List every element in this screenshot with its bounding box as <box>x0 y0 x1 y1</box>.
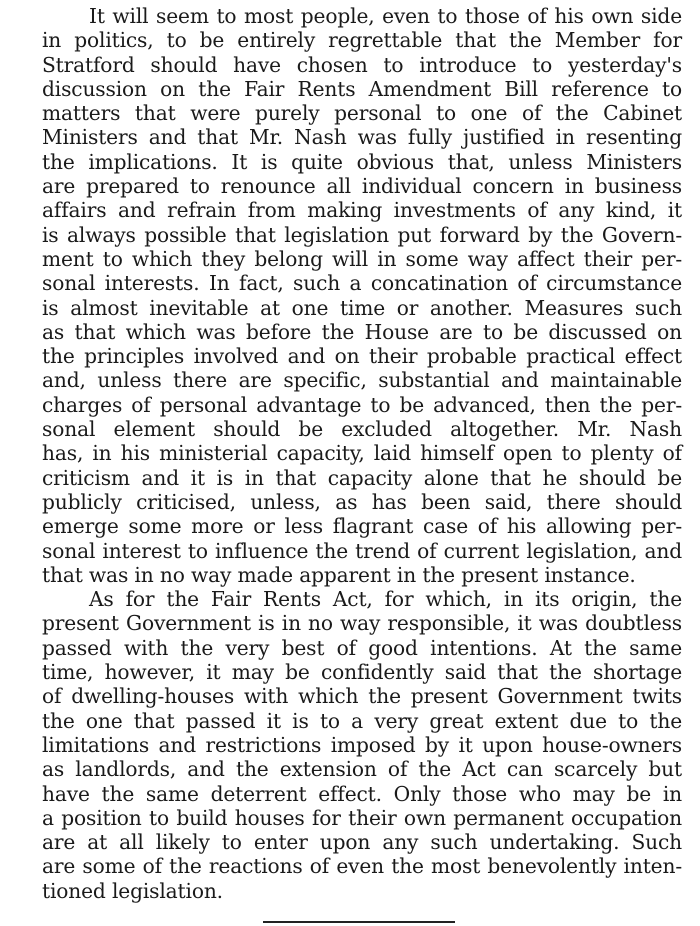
text-line: charges of personal advantage to be advanced, then the per- <box>42 392 682 417</box>
text-line: ment to which they belong will in some way affect their per- <box>42 246 682 271</box>
paragraph <box>42 4 682 587</box>
text-line: sonal interest to influence the trend of current legislation, and <box>42 538 682 563</box>
paragraph <box>42 587 682 903</box>
text-line: limitations and restrictions imposed by it upon house-owners <box>42 732 682 757</box>
text-line: present Government is in no way responsible, it was doubtless <box>42 611 682 636</box>
article-column <box>42 4 682 903</box>
text-line: discussion on the Fair Rents Amendment Bill reference to <box>42 76 682 101</box>
text-line: passed with the very best of good intentions. At the same <box>42 635 682 660</box>
text-line: of dwelling-houses with which the present Government twits <box>42 684 682 709</box>
text-line: are prepared to renounce all individual concern in business <box>42 174 682 199</box>
text-line: as landlords, and the extension of the Act can scarcely but <box>42 757 682 782</box>
text-line: It will seem to most people, even to those of his own side <box>89 4 682 28</box>
text-line: emerge some more or less flagrant case of his allowing per- <box>42 514 682 539</box>
text-line: that was in no way made apparent in the present instance. <box>42 562 636 587</box>
text-line: the implications. It is quite obvious that, unless Ministers <box>42 149 682 174</box>
text-line: is always possible that legislation put forward by the Govern- <box>42 222 682 247</box>
text-line: criticism and it is in that capacity alone that he should be <box>42 465 682 490</box>
text-line: are at all likely to enter upon any such undertaking. Such <box>42 830 682 855</box>
text-line: a position to build houses for their own permanent occupation <box>42 805 682 830</box>
text-line: sonal interests. In fact, such a concatination of circumstance <box>42 271 682 296</box>
text-line: sonal element should be excluded altogether. Mr. Nash <box>42 417 682 442</box>
text-line: time, however, it may be confidently said that the shortage <box>42 660 682 685</box>
text-line: Stratford should have chosen to introduce to yesterday's <box>42 52 682 77</box>
text-line: is almost inevitable at one time or another. Measures such <box>42 295 682 320</box>
text-line: affairs and refrain from making investments of any kind, it <box>42 198 682 223</box>
text-line: has, in his ministerial capacity, laid himself open to plenty of <box>42 441 682 466</box>
text-line: Ministers and that Mr. Nash was fully justified in resenting <box>42 125 682 150</box>
text-line: As for the Fair Rents Act, for which, in its origin, the <box>89 587 682 612</box>
text-line: the one that passed it is to a very great extent due to the <box>42 708 682 733</box>
text-line: and, unless there are specific, substantial and maintainable <box>42 368 682 393</box>
section-divider <box>263 921 455 923</box>
text-line: matters that were purely personal to one of the Cabinet <box>42 101 682 126</box>
text-line: as that which was before the House are to be discussed on <box>42 319 682 344</box>
text-line: the principles involved and on their probable practical effect <box>42 344 682 369</box>
text-line: in politics, to be entirely regrettable that the Member for <box>42 28 682 53</box>
text-line: tioned legislation. <box>42 878 223 903</box>
text-line: are some of the reactions of even the most benevolently inten- <box>42 854 682 879</box>
text-line: have the same deterrent effect. Only those who may be in <box>42 781 682 806</box>
text-line: publicly criticised, unless, as has been said, there should <box>42 489 682 514</box>
